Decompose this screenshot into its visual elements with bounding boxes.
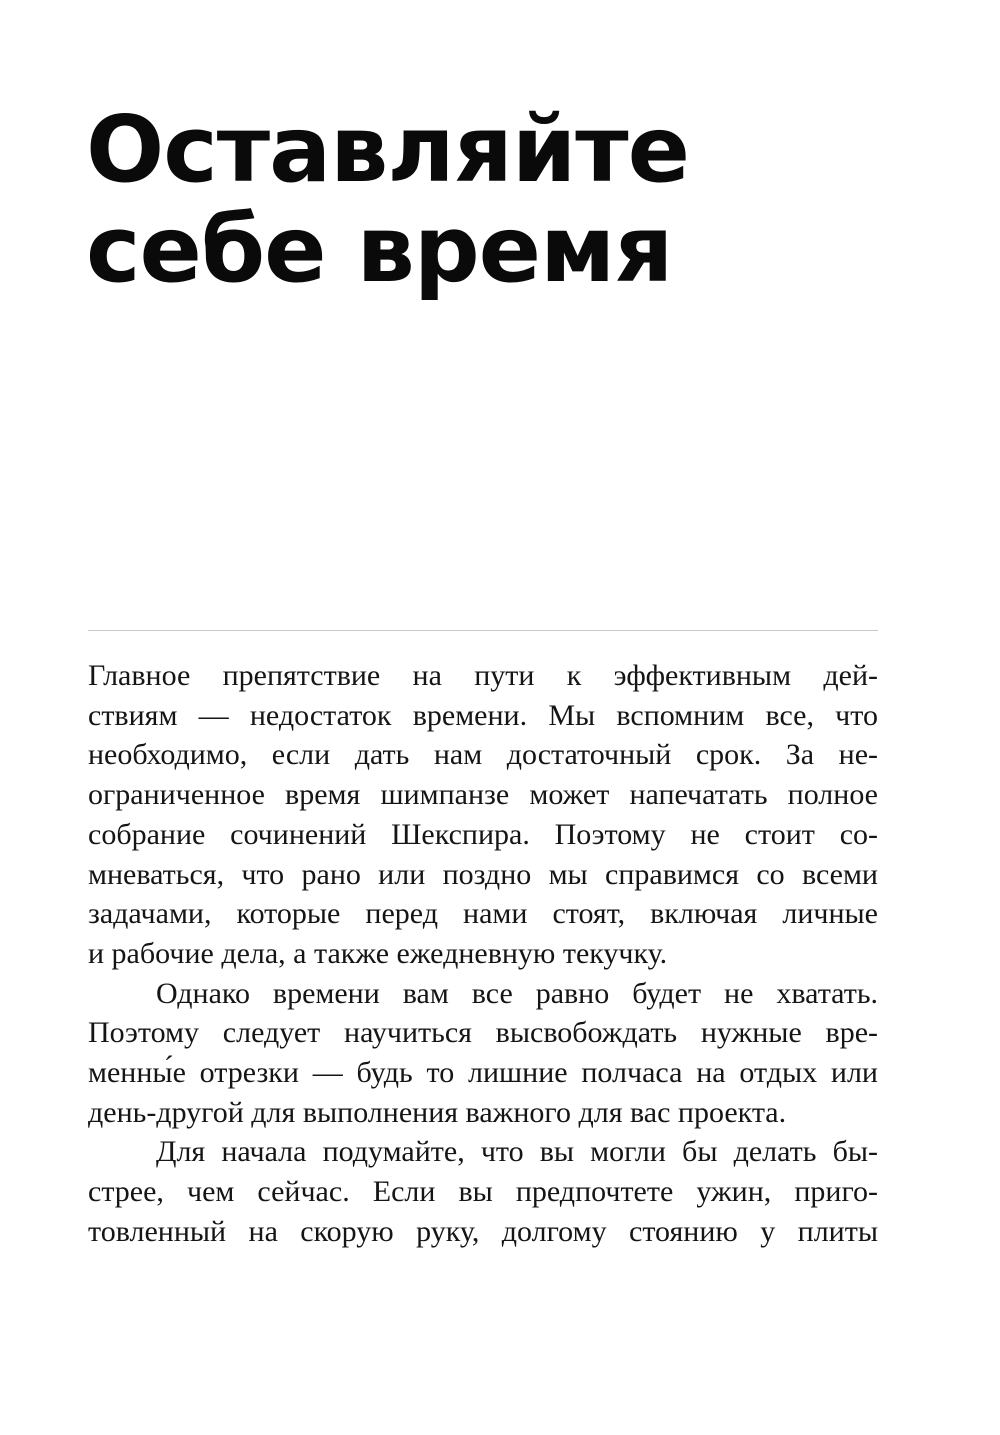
text-line: ствиям — недостаток времени. Мы вспомним все, что bbox=[88, 698, 878, 732]
chapter-title bbox=[86, 96, 886, 303]
text-line: Для начала подумайте, что вы могли бы делать бы- bbox=[156, 1135, 878, 1169]
body-text bbox=[88, 656, 878, 1252]
text-line: и рабочие дела, а также ежедневную текучку. bbox=[88, 936, 668, 970]
text-line: мневаться, что рано или поздно мы справимся со всеми bbox=[88, 857, 878, 891]
text-line: задачами, которые перед нами стоят, включая личные bbox=[88, 897, 878, 931]
text-line: Главное препятствие на пути к эффективным дей- bbox=[88, 659, 878, 692]
chapter-title-line-2: себе время bbox=[86, 196, 673, 303]
text-line: собрание сочинений Шекспира. Поэтому не стоит со- bbox=[88, 817, 878, 851]
text-line: менны́е отрезки — будь то лишние полчаса на отдых или bbox=[88, 1056, 878, 1090]
paragraph-1 bbox=[88, 656, 878, 974]
text-line: необходимо, если дать нам достаточный срок. За не- bbox=[88, 738, 878, 772]
text-line: ограниченное время шимпанзе может напечатать полное bbox=[88, 778, 878, 812]
paragraph-3 bbox=[88, 1132, 878, 1251]
text-line: стрее, чем сейчас. Если вы предпочтете ужин, приго- bbox=[88, 1175, 878, 1209]
text-line: Поэтому следует научиться высвобождать нужные вре- bbox=[88, 1016, 878, 1050]
text-line: Однако времени вам все равно будет не хватать. bbox=[156, 976, 878, 1010]
text-line: товленный на скорую руку, долгому стоянию у плиты bbox=[88, 1214, 878, 1248]
text-line: день-другой для выполнения важного для вас проекта. bbox=[88, 1095, 787, 1129]
chapter-title-line-1: Оставляйте bbox=[86, 96, 690, 203]
section-divider bbox=[88, 630, 878, 631]
paragraph-2 bbox=[88, 974, 878, 1133]
